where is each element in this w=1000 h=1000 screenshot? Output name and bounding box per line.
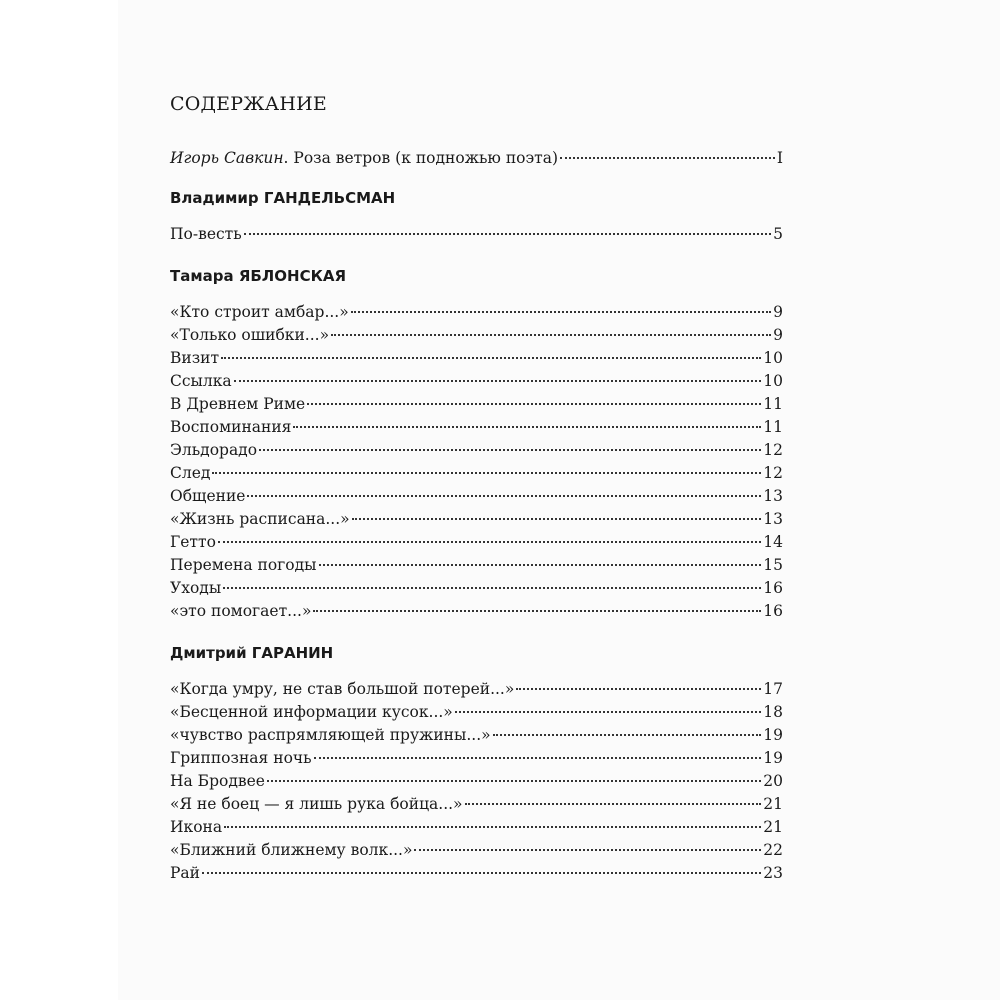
dot-leader — [351, 311, 771, 313]
toc-entry — [170, 531, 783, 554]
toc-entry — [170, 324, 783, 347]
toc-entry — [170, 724, 783, 747]
toc-page-number: 11 — [763, 418, 783, 436]
toc-entry-title: «Только ошибки...» — [170, 326, 330, 344]
toc-entry-title: «это помогает...» — [170, 602, 312, 620]
dot-leader — [313, 610, 761, 612]
toc-entry — [170, 747, 783, 770]
toc-entry — [170, 462, 783, 485]
toc-page-number: 10 — [763, 372, 783, 390]
toc-page-number: 15 — [763, 556, 783, 574]
dot-leader — [234, 380, 762, 382]
dot-leader — [493, 734, 762, 736]
toc-entry-title: «Ближний ближнему волк...» — [170, 841, 413, 859]
dot-leader — [293, 426, 761, 428]
dot-leader — [224, 826, 761, 828]
dot-leader — [218, 541, 761, 543]
toc-page-number: 16 — [763, 579, 783, 597]
dot-leader — [314, 757, 762, 759]
toc-entry — [170, 393, 783, 416]
dot-leader — [331, 334, 771, 336]
toc-page-number: 13 — [763, 510, 783, 528]
toc-page-number: I — [776, 149, 783, 167]
toc-page-number: 14 — [763, 533, 783, 551]
toc-entry-title: «Бесценной информации кусок...» — [170, 703, 453, 721]
toc-entry-title: «Когда умру, не став большой потерей...» — [170, 680, 515, 698]
toc-entry-title: Воспоминания — [170, 418, 292, 436]
toc-page-number: 12 — [763, 464, 783, 482]
toc-entry — [170, 223, 783, 246]
toc-entry — [170, 347, 783, 370]
toc-entry-title: «чувство распрямляющей пружины...» — [170, 726, 491, 744]
toc-entry — [170, 301, 783, 324]
toc-entry — [170, 793, 783, 816]
toc-entry-title: Уходы — [170, 579, 222, 597]
dot-leader — [307, 403, 761, 405]
dot-leader — [221, 357, 761, 359]
intro-author: Игорь Савкин — [170, 149, 284, 167]
toc-entry-title: Визит — [170, 349, 220, 367]
toc-entry — [170, 701, 783, 724]
dot-leader — [414, 849, 761, 851]
toc-heading: СОДЕРЖАНИЕ — [170, 93, 327, 115]
toc-page-number: 19 — [763, 749, 783, 767]
dot-leader — [223, 587, 761, 589]
toc-entry-title: Икона — [170, 818, 223, 836]
toc-entry — [170, 600, 783, 623]
dot-leader — [352, 518, 762, 520]
section-author: Тамара ЯБЛОНСКАЯ — [170, 267, 346, 285]
toc-entry-title: Гриппозная ночь — [170, 749, 312, 767]
toc-entry — [170, 816, 783, 839]
toc-entry — [170, 770, 783, 793]
toc-entry — [170, 508, 783, 531]
intro-title: . Роза ветров (к подножью поэта) — [283, 149, 559, 167]
toc-entry — [170, 862, 783, 885]
dot-leader — [247, 495, 761, 497]
toc-entry — [170, 416, 783, 439]
toc-page-number: 11 — [763, 395, 783, 413]
toc-entry-title: «Я не боец — я лишь рука бойца...» — [170, 795, 463, 813]
toc-entry-intro — [170, 147, 783, 170]
toc-entry-title: Эльдорадо — [170, 441, 258, 459]
toc-entry — [170, 839, 783, 862]
toc-entry-title: В Древнем Риме — [170, 395, 306, 413]
toc-entry-title — [170, 147, 558, 170]
toc-entry-title: След — [170, 464, 211, 482]
toc-entry-title: Гетто — [170, 533, 216, 551]
toc-entry — [170, 678, 783, 701]
toc-entry — [170, 439, 783, 462]
toc-entry-title: По-весть — [170, 225, 242, 243]
toc-page-number: 22 — [763, 841, 783, 859]
toc-entry-title: «Кто строит амбар...» — [170, 303, 349, 321]
toc-entry — [170, 577, 783, 600]
toc-page-number: 13 — [763, 487, 783, 505]
toc-entry-title: Ссылка — [170, 372, 232, 390]
dot-leader — [202, 872, 761, 874]
toc-entry-title: Общение — [170, 487, 246, 505]
dot-leader — [244, 233, 771, 235]
toc-entry-title: На Бродвее — [170, 772, 265, 790]
toc-page-number: 12 — [763, 441, 783, 459]
dot-leader — [465, 803, 762, 805]
toc-page-number: 23 — [763, 864, 783, 882]
toc-page-number: 17 — [763, 680, 783, 698]
toc-entry-title: Перемена погоды — [170, 556, 317, 574]
dot-leader — [212, 472, 761, 474]
toc-page-number: 9 — [773, 303, 783, 321]
toc-page-number: 20 — [763, 772, 783, 790]
section-author: Владимир ГАНДЕЛЬСМАН — [170, 189, 396, 207]
toc-page-number: 21 — [763, 795, 783, 813]
dot-leader — [319, 564, 762, 566]
toc-entry — [170, 370, 783, 393]
dot-leader — [267, 780, 761, 782]
dot-leader — [455, 711, 761, 713]
dot-leader — [259, 449, 761, 451]
toc-page-number: 19 — [763, 726, 783, 744]
toc-page-number: 5 — [773, 225, 783, 243]
toc-entry — [170, 485, 783, 508]
toc-entry-title: Рай — [170, 864, 201, 882]
section-author: Дмитрий ГАРАНИН — [170, 644, 334, 662]
toc-entry — [170, 554, 783, 577]
toc-page-number: 9 — [773, 326, 783, 344]
toc-page-number: 16 — [763, 602, 783, 620]
toc-entry-title: «Жизнь расписана...» — [170, 510, 350, 528]
toc-page-number: 10 — [763, 349, 783, 367]
toc-page-number: 21 — [763, 818, 783, 836]
dot-leader — [516, 688, 761, 690]
toc-page-number: 18 — [763, 703, 783, 721]
table-of-contents — [170, 92, 783, 885]
dot-leader — [560, 157, 775, 159]
